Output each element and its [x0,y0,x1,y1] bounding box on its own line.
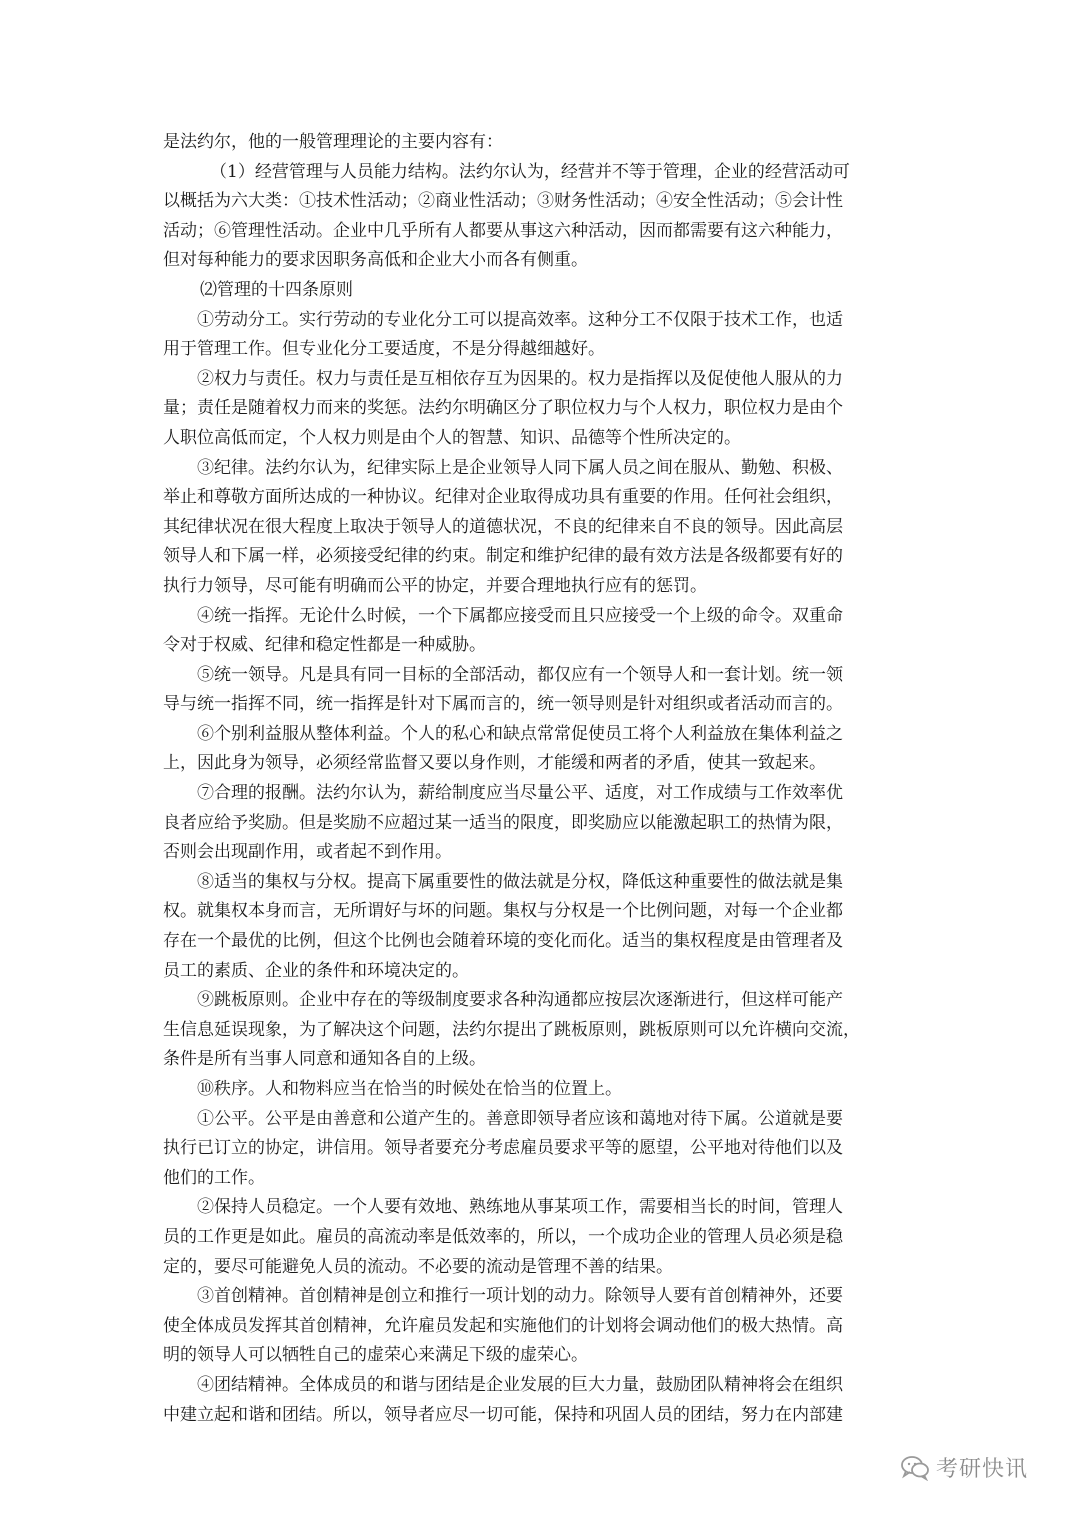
text-line: 执行已订立的协定，讲信用。领导者要充分考虑雇员要求平等的愿望，公平地对待他们以及 [163,1138,843,1159]
wechat-icon [900,1455,930,1481]
text-line: 生信息延误现象，为了解决这个问题，法约尔提出了跳板原则，跳板原则可以允许横向交流， [163,1019,860,1040]
text-line: 是法约尔，他的一般管理理论的主要内容有： [163,132,503,152]
text-line: ①公平。公平是由善意和公道产生的。善意即领导者应该和蔼地对待下属。公道就是要 [197,1108,843,1129]
text-line: ④团结精神。全体成员的和谐与团结是企业发展的巨大力量，鼓励团队精神将会在组织 [197,1374,843,1395]
text-line: 人职位高低而定，个人权力则是由个人的智慧、知识、品德等个性所决定的。 [163,427,741,448]
text-line: 否则会出现副作用，或者起不到作用。 [163,842,452,863]
text-line: ②权力与责任。权力与责任是互相依存互为因果的。权力是指挥以及促使他人服从的力 [197,368,843,389]
section-heading: ⑵管理的十四条原则 [200,279,353,300]
text-line: 中建立起和谐和团结。所以，领导者应尽一切可能，保持和巩固人员的团结，努力在内部建 [163,1404,843,1425]
text-line: 上，因此身为领导，必须经常监督又要以身作则，才能缓和两者的矛盾，使其一致起来。 [163,753,826,774]
text-line: ②保持人员稳定。一个人要有效地、熟练地从事某项工作，需要相当长的时间，管理人 [197,1197,843,1218]
text-line: 存在一个最优的比例，但这个比例也会随着环境的变化而化。适当的集权程度是由管理者及 [163,931,843,952]
text-line: 活动；⑥管理性活动。企业中几乎所有人都要从事这六种活动，因而都需要有这六种能力， [163,220,843,241]
text-line: 执行力领导，尽可能有明确而公平的协定，并要合理地执行应有的惩罚。 [163,575,707,596]
text-line: 导与统一指挥不同，统一指挥是针对下属而言的，统一领导则是针对组织或者活动而言的。 [163,694,843,715]
text-line: 量；责任是随着权力而来的奖惩。法约尔明确区分了职位权力与个人权力，职位权力是由个 [163,398,843,419]
text-line: ④统一指挥。无论什么时候，一个下属都应接受而且只应接受一个上级的命令。双重命 [197,605,843,626]
text-line: ⑥个别利益服从整体利益。个人的私心和缺点常常促使员工将个人利益放在集体利益之 [197,723,843,744]
text-line: 其纪律状况在很大程度上取决于领导人的道德状况，不良的纪律来自不良的领导。因此高层 [163,516,843,537]
text-line: ⑦合理的报酬。法约尔认为，薪给制度应当尽量公平、适度，对工作成绩与工作效率优 [197,783,843,804]
text-line: 良者应给予奖励。但是奖励不应超过某一适当的限度，即奖励应以能激起职工的热情为限， [163,812,843,833]
text-line: 员工的素质、企业的条件和环境决定的。 [163,960,469,981]
text-line: 他们的工作。 [163,1167,265,1188]
text-line: （1）经营管理与人员能力结构。法约尔认为，经营并不等于管理，企业的经营活动可 [210,161,850,182]
document-body [163,128,923,1430]
text-line: ③首创精神。首创精神是创立和推行一项计划的动力。除领导人要有首创精神外，还要 [197,1286,843,1307]
text-line: 员的工作更是如此。雇员的高流动率是低效率的，所以，一个成功企业的管理人员必须是稳 [163,1226,843,1247]
text-line: ⑤统一领导。凡是具有同一目标的全部活动，都仅应有一个领导人和一套计划。统一领 [197,664,843,685]
text-line: ⑧适当的集权与分权。提高下属重要性的做法就是分权，降低这种重要性的做法就是集 [197,871,843,892]
text-line: 令对于权威、纪律和稳定性都是一种威胁。 [163,635,486,656]
text-line: 定的，要尽可能避免人员的流动。不必要的流动是管理不善的结果。 [163,1256,673,1277]
text-line: ①劳动分工。实行劳动的专业化分工可以提高效率。这种分工不仅限于技术工作，也适 [197,309,843,330]
text-line: ⑨跳板原则。企业中存在的等级制度要求各种沟通都应按层次逐渐进行，但这样可能产 [197,990,843,1011]
text-line: ③纪律。法约尔认为，纪律实际上是企业领导人同下属人员之间在服从、勤勉、积极、 [197,457,843,478]
text-line: 明的领导人可以牺牲自己的虚荣心来满足下级的虚荣心。 [163,1345,588,1366]
text-line: 权。就集权本身而言，无所谓好与坏的问题。集权与分权是一个比例问题，对每一个企业都 [163,901,843,922]
text-line: 条件是所有当事人同意和通知各自的上级。 [163,1049,486,1070]
watermark [900,1452,1028,1483]
watermark-text: 考研快讯 [936,1457,1029,1482]
text-line: 用于管理工作。但专业化分工要适度，不是分得越细越好。 [163,339,605,360]
text-line: 但对每种能力的要求因职务高低和企业大小而各有侧重。 [163,250,588,271]
text-line: 举止和尊敬方面所达成的一种协议。纪律对企业取得成功具有重要的作用。任何社会组织， [163,487,843,508]
text-line: 以概括为六大类：①技术性活动；②商业性活动；③财务性活动；④安全性活动；⑤会计性 [163,191,843,212]
text-line: 使全体成员发挥其首创精神，允许雇员发起和实施他们的计划将会调动他们的极大热情。高 [163,1315,843,1336]
text-line: 领导人和下属一样，必须接受纪律的约束。制定和维护纪律的最有效方法是各级都要有好的 [163,546,843,567]
text-line: ⑩秩序。人和物料应当在恰当的时候处在恰当的位置上。 [197,1079,622,1099]
